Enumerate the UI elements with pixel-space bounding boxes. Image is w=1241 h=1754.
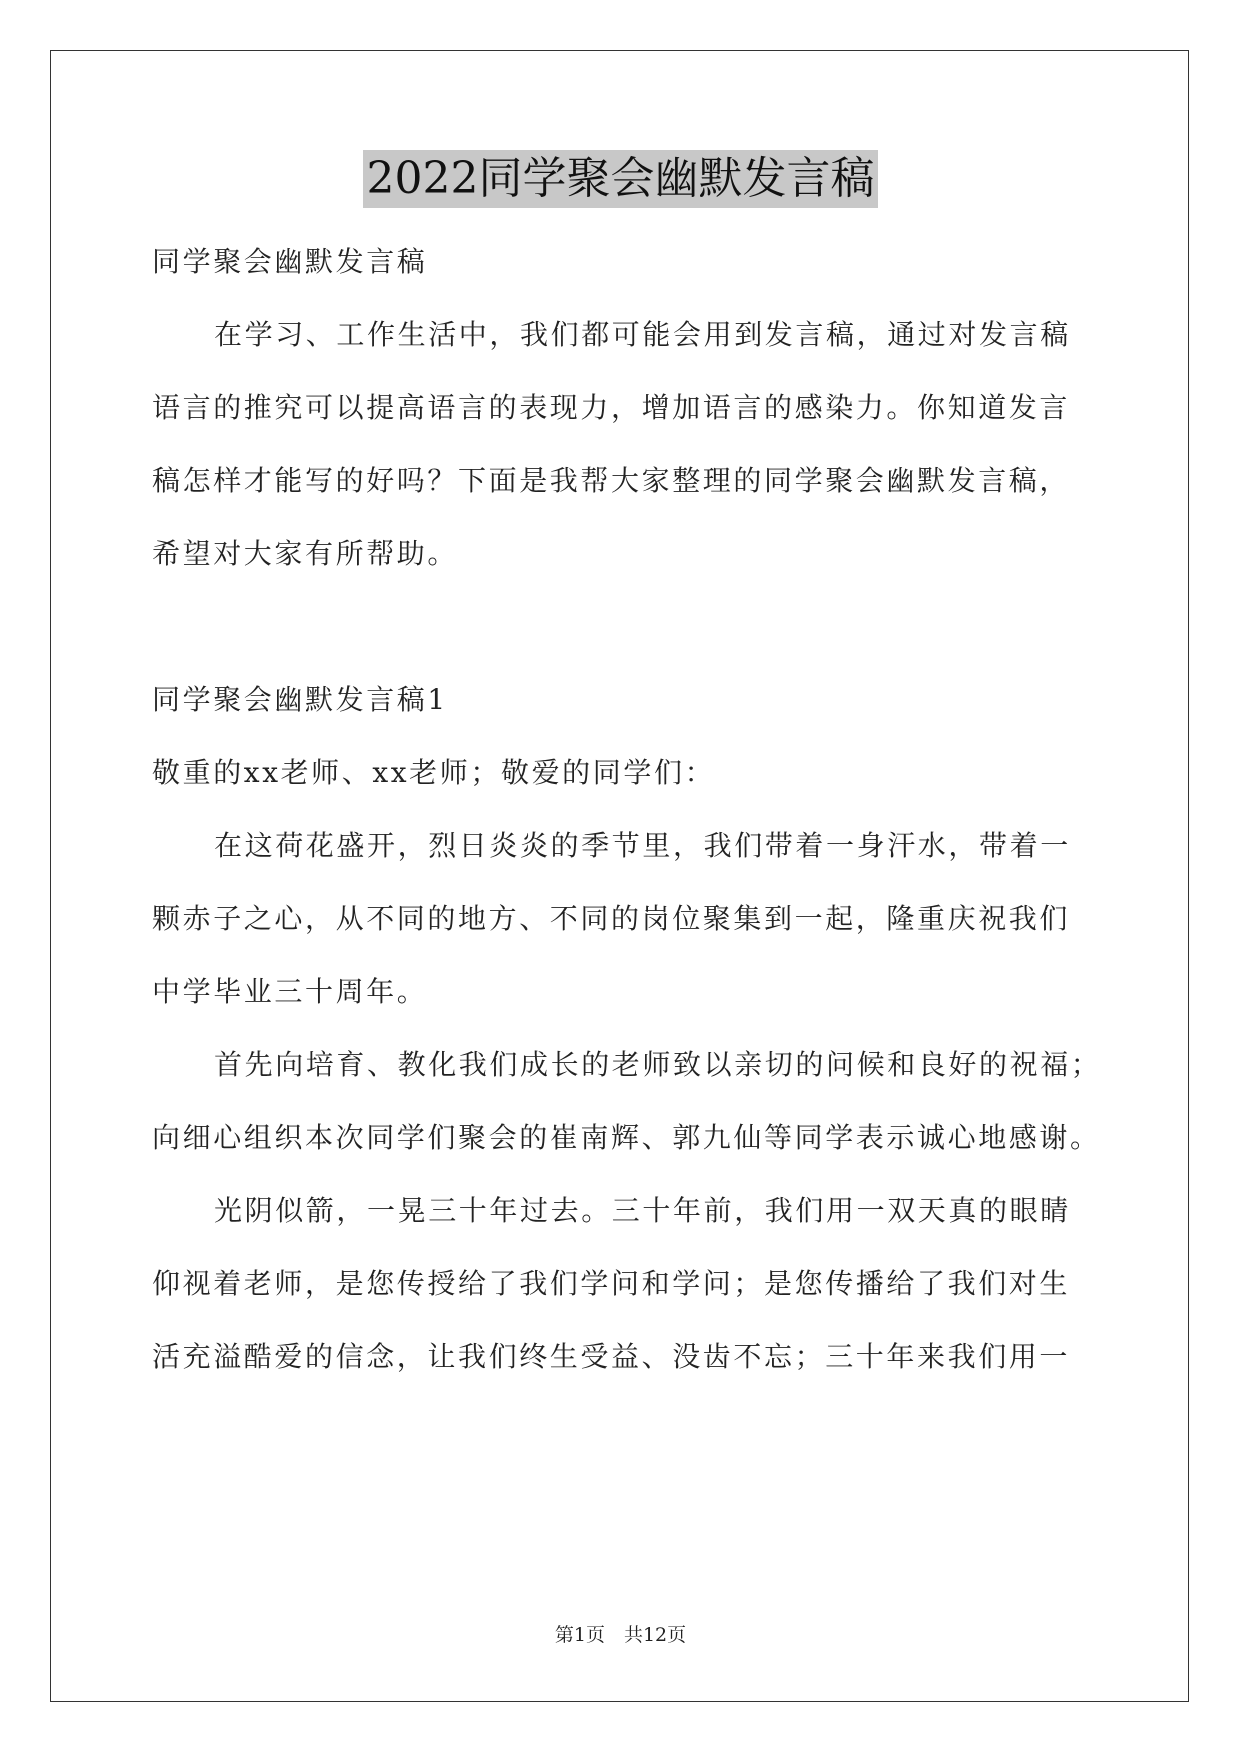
paragraph-line: 活充溢酷爱的信念，让我们终生受益、没齿不忘；三十年来我们用一 (152, 1340, 1071, 1373)
paragraph-line: 首先向培育、教化我们成长的老师致以亲切的问候和良好的祝福； (214, 1048, 1102, 1081)
paragraph-line: 颗赤子之心，从不同的地方、不同的岗位聚集到一起，隆重庆祝我们 (152, 902, 1071, 935)
page-border (50, 50, 1189, 1702)
paragraph-line: 仰视着老师，是您传授给了我们学问和学问；是您传播给了我们对生 (152, 1267, 1071, 1300)
document-title: 2022同学聚会幽默发言稿 (363, 150, 879, 208)
page-number: 第1页 共12页 (554, 1624, 687, 1646)
paragraph-line: 希望对大家有所帮助。 (152, 537, 459, 570)
section-heading: 同学聚会幽默发言稿1 (152, 683, 448, 716)
paragraph-line: 中学毕业三十周年。 (152, 975, 428, 1008)
subtitle-line: 同学聚会幽默发言稿 (152, 245, 428, 278)
salutation-line: 敬重的xx老师、xx老师；敬爱的同学们： (152, 756, 716, 789)
paragraph-line: 语言的推究可以提高语言的表现力，增加语言的感染力。你知道发言 (152, 391, 1071, 424)
paragraph-line: 稿怎样才能写的好吗？下面是我帮大家整理的同学聚会幽默发言稿， (152, 464, 1071, 497)
paragraph-line: 光阴似箭，一晃三十年过去。三十年前，我们用一双天真的眼睛 (214, 1194, 1071, 1227)
document-title-block (0, 150, 1241, 208)
paragraph-line: 在这荷花盛开，烈日炎炎的季节里，我们带着一身汗水，带着一 (214, 829, 1071, 862)
paragraph-line: 在学习、工作生活中，我们都可能会用到发言稿，通过对发言稿 (214, 318, 1071, 351)
paragraph-line: 向细心组织本次同学们聚会的崔南辉、郭九仙等同学表示诚心地感谢。 (152, 1121, 1101, 1154)
